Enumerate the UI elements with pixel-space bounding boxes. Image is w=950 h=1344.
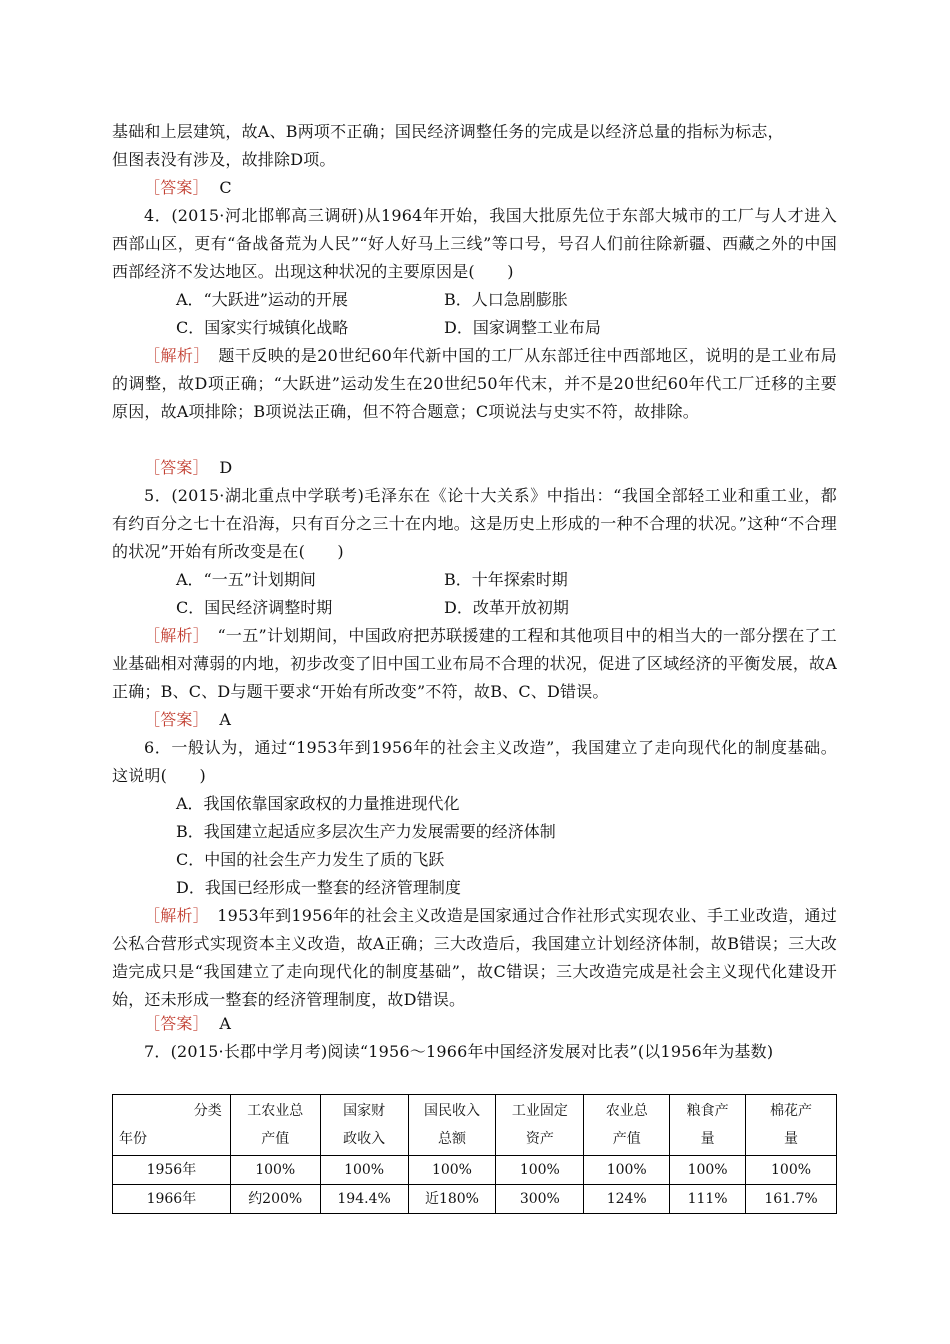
q5-option-c: C．国民经济调整时期: [176, 598, 333, 617]
q5-option-b: B．十年探索时期: [444, 570, 568, 589]
question-7: 7．(2015·长郡中学月考)阅读“1956～1966年中国经济发展对比表”(以1956年为基数): [144, 1042, 774, 1061]
column-header: 国民收入 总额: [408, 1095, 496, 1156]
question-6: 6．一般认为，通过“1953年到1956年的社会主义改造”，我国建立了走向现代化的制度基础。这说明( ): [112, 738, 837, 785]
q4-option-a: A．“大跃进”运动的开展: [176, 290, 348, 309]
q6-option-a: A．我国依靠国家政权的力量推进现代化: [176, 794, 460, 813]
corner-bottom-label: 年份: [119, 1131, 147, 1147]
answer-3: [112, 174, 837, 202]
column-header: 棉花产 量: [746, 1095, 837, 1156]
corner-top-label: 分类: [193, 1103, 222, 1119]
q4-option-b: B．人口急剧膨胀: [444, 290, 568, 309]
table-row: [113, 1185, 837, 1214]
table-header-row: [113, 1095, 837, 1156]
analysis-tag: ［解析］: [144, 626, 202, 645]
table-cell: 100%: [320, 1156, 408, 1185]
table-cell: 100%: [408, 1156, 496, 1185]
table-cell: 约200%: [230, 1185, 320, 1214]
table-cell: 161.7%: [746, 1185, 837, 1214]
row-year: 1966年: [113, 1185, 231, 1214]
row-year: 1956年: [113, 1156, 231, 1185]
answer-tag: ［答案］: [144, 458, 209, 477]
table-cell: 194.4%: [320, 1185, 408, 1214]
table-cell: 300%: [496, 1185, 584, 1214]
analysis-4: ［解析］ 题干反映的是20世纪60年代新中国的工厂从东部迁往中西部地区，说明的是工业布局的调整，故D项正确；“大跃进”运动发生在20世纪50年代末，并不是20世纪60年代工厂迁移的主要原因，故A项排除；B项说法正确，但不符合题意；C项说法与史实不符，故排除。: [112, 346, 837, 421]
q6-option-c: C．中国的社会生产力发生了质的飞跃: [176, 850, 445, 869]
answer-4: [112, 454, 837, 482]
answer-tag: ［答案］: [144, 710, 209, 729]
answer-tag: ［答案］: [144, 178, 209, 197]
table-row: [113, 1156, 837, 1185]
answer-6: [112, 1010, 837, 1038]
table-cell: 124%: [584, 1185, 670, 1214]
q6-option-d: D．我国已经形成一整套的经济管理制度: [176, 878, 461, 897]
answer-value: C: [219, 178, 232, 197]
table-cell: 111%: [670, 1185, 746, 1214]
question-4: 4．(2015·河北邯郸高三调研)从1964年开始，我国大批原先位于东部大城市的工厂与人才进入西部山区，更有“备战备荒为人民”“好人好马上三线”等口号，号召人们前往除新疆、西藏之外的中国西部经济不发达地区。出现这种状况的主要原因是( ): [112, 206, 837, 281]
analysis-5: ［解析］ “一五”计划期间，中国政府把苏联援建的工程和其他项目中的相当大的一部分摆在了工业基础相对薄弱的内地，初步改变了旧中国工业布局不合理的状况，促进了区域经济的平衡发展，故A正确；B、C、D与题干要求“开始有所改变”不符，故B、C、D错误。: [112, 626, 837, 701]
table-cell: 100%: [584, 1156, 670, 1185]
q6-option-b: B．我国建立起适应多层次生产力发展需要的经济体制: [176, 822, 556, 841]
q5-option-a: A．“一五”计划期间: [176, 570, 316, 589]
q4-option-d: D．国家调整工业布局: [444, 318, 601, 337]
answer-value: A: [219, 1014, 232, 1033]
answer-value: A: [219, 710, 232, 729]
answer-5: [112, 706, 837, 734]
column-header: 工业固定 资产: [496, 1095, 584, 1156]
analysis-6: ［解析］ 1953年到1956年的社会主义改造是国家通过合作社形式实现农业、手工业改造，通过公私合营形式实现资本主义改造，故A正确；三大改造后，我国建立计划经济体制，故B错误；三大改造完成只是“我国建立了走向现代化的制度基础”，故C错误；三大改造完成是社会主义现代化建设开始，还未形成一整套的经济管理制度，故D错误。: [112, 906, 837, 1009]
table-cell: 100%: [496, 1156, 584, 1185]
answer-tag: ［答案］: [144, 1014, 209, 1033]
table-cell: 100%: [746, 1156, 837, 1185]
analysis-tag: ［解析］: [144, 346, 202, 365]
answer-value: D: [219, 458, 233, 477]
q4-option-c: C．国家实行城镇化战略: [176, 318, 349, 337]
column-header: 工农业总 产值: [230, 1095, 320, 1156]
analysis-tag: ［解析］: [144, 906, 202, 925]
column-header: 粮食产 量: [670, 1095, 746, 1156]
corner-header-cell: [113, 1095, 231, 1156]
economy-comparison-table: [112, 1094, 837, 1214]
table-cell: 100%: [670, 1156, 746, 1185]
column-header: 农业总 产值: [584, 1095, 670, 1156]
text-line: 基础和上层建筑，故A、B两项不正确；国民经济调整任务的完成是以经济总量的指标为标志，: [112, 122, 784, 141]
column-header: 国家财 政收入: [320, 1095, 408, 1156]
table-cell: 100%: [230, 1156, 320, 1185]
question-5: 5．(2015·湖北重点中学联考)毛泽东在《论十大关系》中指出：“我国全部轻工业和重工业，都有约百分之七十在沿海，只有百分之三十在内地。这是历史上形成的一种不合理的状况。”这种“不合理的状况”开始有所改变是在( ): [112, 486, 837, 561]
q5-option-d: D．改革开放初期: [444, 598, 569, 617]
table-cell: 近180%: [408, 1185, 496, 1214]
text-line: 但图表没有涉及，故排除D项。: [112, 150, 336, 169]
